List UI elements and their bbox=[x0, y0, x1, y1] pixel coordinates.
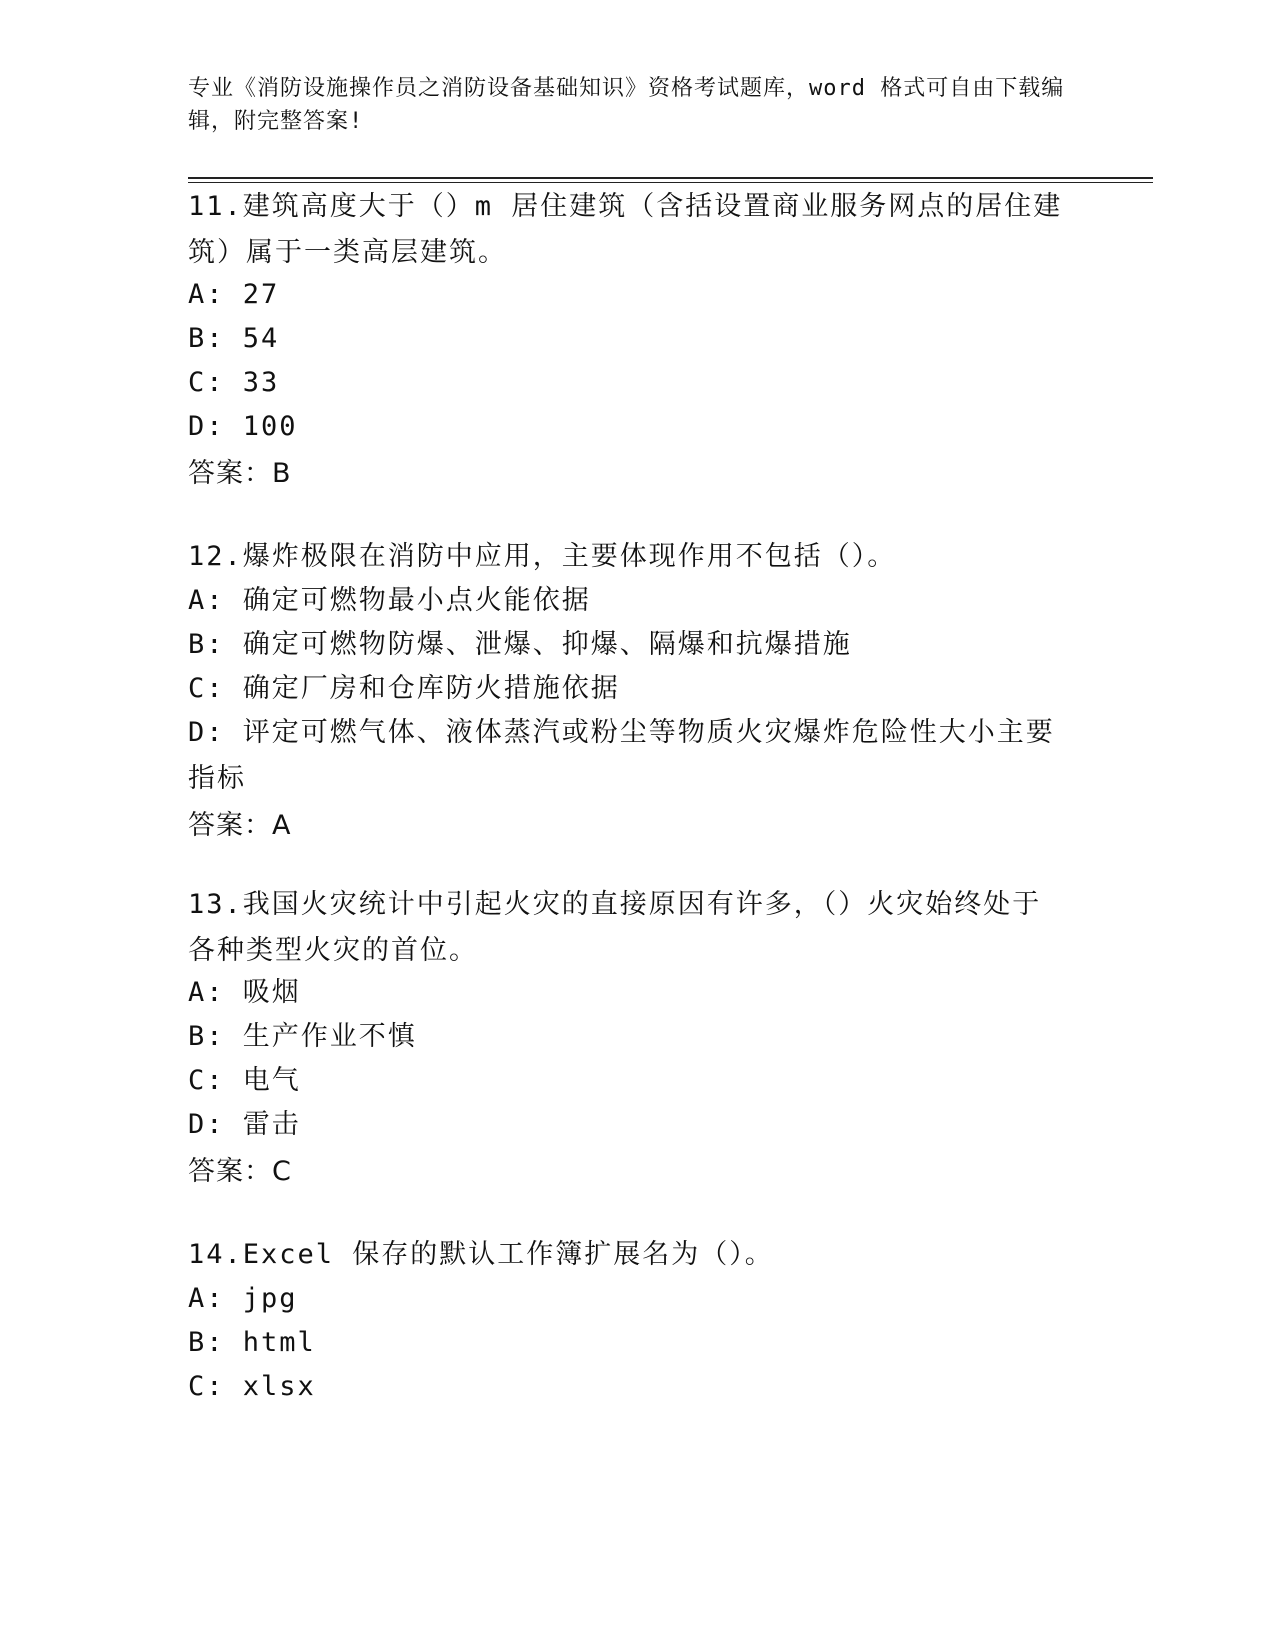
question-12-answer: 答案：A bbox=[188, 810, 292, 841]
question-14-option-a: A: jpg bbox=[188, 1283, 298, 1314]
question-13-option-a: A: 吸烟 bbox=[188, 977, 301, 1008]
header-divider-thin bbox=[188, 182, 1153, 183]
question-14-option-b: B: html bbox=[188, 1327, 316, 1358]
question-12-option-b: B: 确定可燃物防爆、泄爆、抑爆、隔爆和抗爆措施 bbox=[188, 629, 852, 660]
document-intro: 专业《消防设施操作员之消防设备基础知识》资格考试题库，word 格式可自由下载编辑，附完整答案! bbox=[188, 76, 1065, 134]
question-11-option-d: D: 100 bbox=[188, 411, 298, 442]
question-14-option-c: C: xlsx bbox=[188, 1371, 316, 1402]
question-11-option-b: B: 54 bbox=[188, 323, 280, 354]
question-12-stem: 12.爆炸极限在消防中应用，主要体现作用不包括（）。 bbox=[188, 541, 897, 572]
question-13-option-c: C: 电气 bbox=[188, 1065, 301, 1096]
header-divider-thick bbox=[188, 177, 1153, 179]
question-13-option-b: B: 生产作业不慎 bbox=[188, 1021, 417, 1052]
question-11-answer: 答案：B bbox=[188, 458, 292, 489]
question-11-option-c: C: 33 bbox=[188, 367, 280, 398]
question-14-stem: 14.Excel 保存的默认工作簿扩展名为（）。 bbox=[188, 1239, 774, 1270]
question-13-option-d: D: 雷击 bbox=[188, 1109, 301, 1140]
question-12-option-d: D: 评定可燃气体、液体蒸汽或粉尘等物质火灾爆炸危险性大小主要指标 bbox=[188, 717, 1055, 794]
question-11-option-a: A: 27 bbox=[188, 279, 280, 310]
question-11-stem: 11.建筑高度大于（）m 居住建筑（含括设置商业服务网点的居住建筑）属于一类高层建筑。 bbox=[188, 191, 1063, 268]
question-13-stem: 13.我国火灾统计中引起火灾的直接原因有许多，（）火灾始终处于各种类型火灾的首位。 bbox=[188, 889, 1042, 966]
question-12-option-a: A: 确定可燃物最小点火能依据 bbox=[188, 585, 591, 616]
question-12-option-c: C: 确定厂房和仓库防火措施依据 bbox=[188, 673, 620, 704]
question-13-answer: 答案：C bbox=[188, 1156, 292, 1187]
